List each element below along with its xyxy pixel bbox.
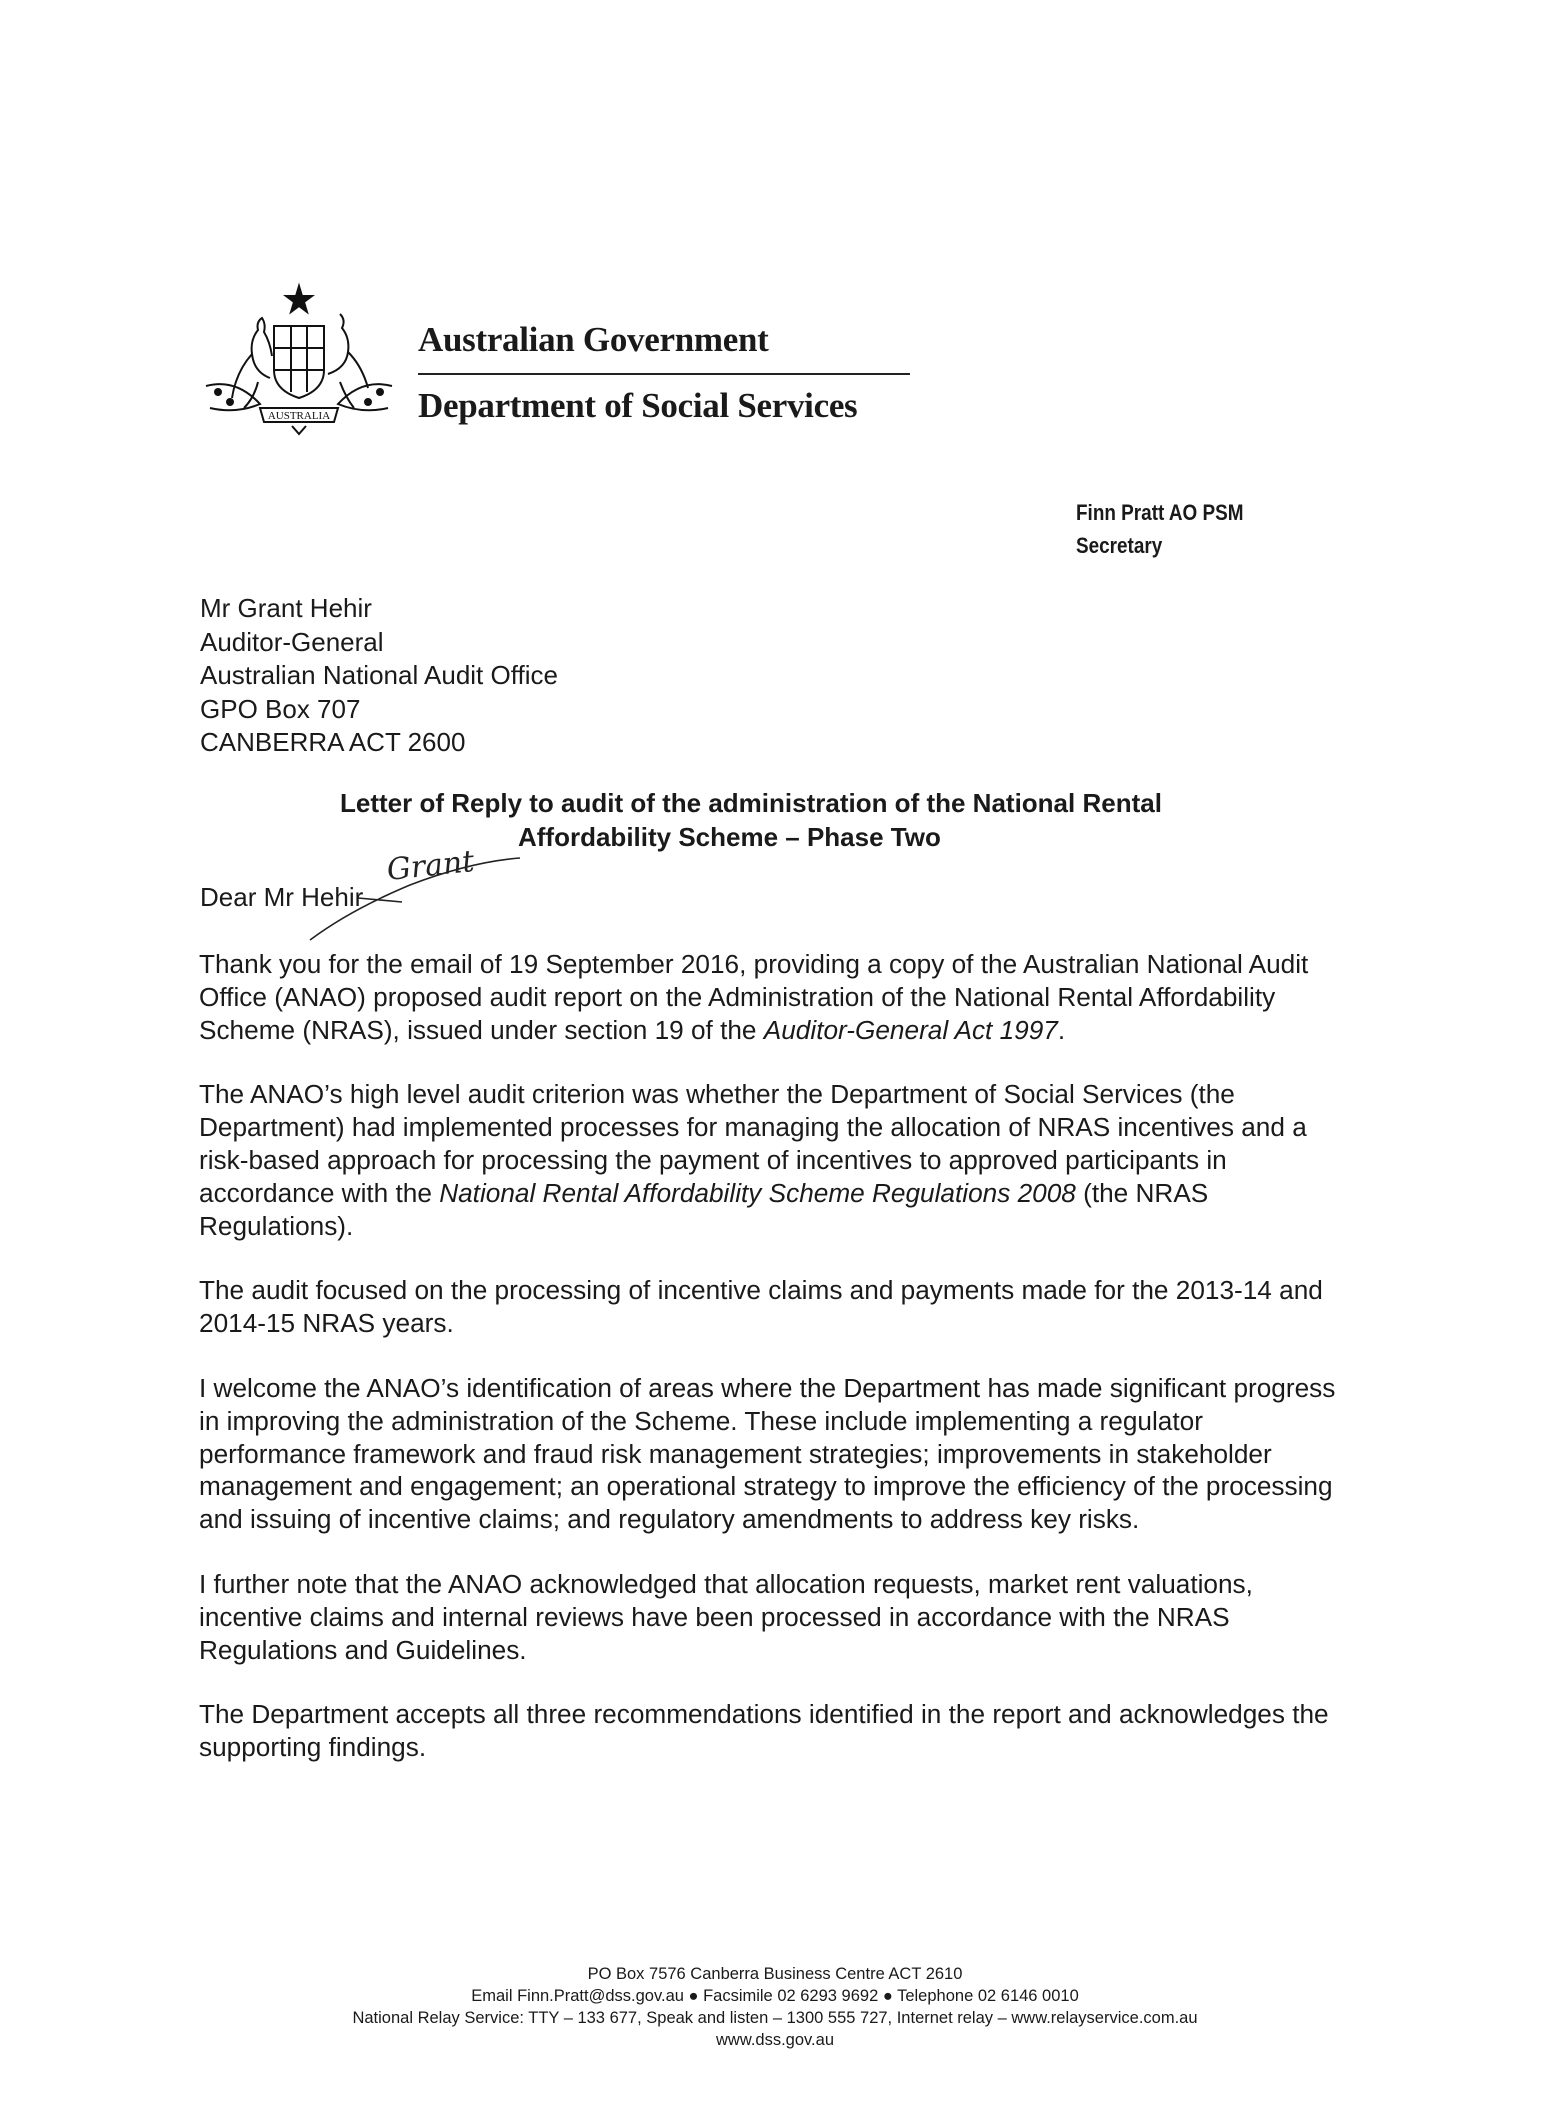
handwritten-word: Grant xyxy=(385,843,476,888)
body-paragraph-1: Thank you for the email of 19 September 2016, providing a copy of the Australian National Audit Office (ANAO) proposed audit report on the Administration of the National Rental Affordability Scheme (NRAS), issued under section 19 of the Auditor-General Act 1997. xyxy=(199,949,1309,1045)
letter-body xyxy=(199,948,1339,1796)
salutation-name: Hehir xyxy=(301,882,364,912)
addressee-block xyxy=(200,592,558,760)
body-paragraph-5: I further note that the ANAO acknowledged that allocation requests, market rent valuations, incentive claims and internal reviews have been processed in accordance with the NRAS Regulations and Guidelines. xyxy=(199,1568,1253,1665)
coat-of-arms-logo xyxy=(196,282,402,438)
addressee-title: Auditor-General xyxy=(200,626,384,657)
department-name: Department of Social Services xyxy=(418,386,858,425)
government-name: Australian Government xyxy=(418,320,769,359)
addressee-po-box: GPO Box 707 xyxy=(200,693,361,724)
letterhead-divider xyxy=(418,373,910,375)
addressee-organisation: Australian National Audit Office xyxy=(200,660,558,690)
addressee-name: Mr Grant Hehir xyxy=(200,593,372,623)
sender-name: Finn Pratt AO PSM xyxy=(1076,500,1244,525)
regulations-title: National Rental Affordability Scheme Regulations 2008 xyxy=(439,1177,1076,1208)
footer-contacts: Email Finn.Pratt@dss.gov.au ● Facsimile 02 6293 9692 ● Telephone 02 6146 0010 xyxy=(471,1987,1079,2005)
body-paragraph-6: The Department accepts all three recommendations identified in the report and acknowledges the supporting findings. xyxy=(199,1699,1329,1763)
footer-address: PO Box 7576 Canberra Business Centre ACT 2610 xyxy=(587,1965,963,1983)
act-title: Auditor-General Act 1997 xyxy=(763,1014,1058,1045)
footer-relay-service: National Relay Service: TTY – 133 677, Speak and listen – 1300 555 727, Internet relay – www.relayservice.com.au xyxy=(352,2009,1198,2027)
body-paragraph-4: I welcome the ANAO’s identification of areas where the Department has made significant progress in improving the administration of the Scheme. These include implementing a regulator performance framework and fraud risk management strategies; improvements in stakeholder management and engagement; an operational strategy to improve the efficiency of the processing and issuing of incentive claims; and regulatory amendments to address key risks. xyxy=(199,1372,1336,1535)
footer-contact xyxy=(0,1963,1550,2051)
sender-title: Secretary xyxy=(1076,533,1163,558)
crest-banner-text: AUSTRALIA xyxy=(267,410,331,422)
subject-line-1: Letter of Reply to audit of the administration of the National Rental xyxy=(340,788,1162,818)
body-paragraph-3: The audit focused on the processing of incentive claims and payments made for the 2013-14 and 2014-15 NRAS years. xyxy=(199,1275,1323,1339)
salutation-prefix: Dear Mr xyxy=(200,882,302,912)
handwritten-correction xyxy=(270,840,550,950)
footer-website: www.dss.gov.au xyxy=(716,2031,834,2049)
subject-line-2: Affordability Scheme – Phase Two xyxy=(518,822,941,852)
sender-block xyxy=(1076,496,1243,562)
body-paragraph-2: The ANAO’s high level audit criterion was whether the Department of Social Services (the Department) had implemented processes for managing the allocation of NRAS incentives and a risk-based approach for processing the payment of incentives to approved participants in accordance with the National Rental Affordability Scheme Regulations 2008 (the NRAS Regulations). xyxy=(199,1079,1307,1241)
addressee-city: CANBERRA ACT 2600 xyxy=(200,727,466,757)
